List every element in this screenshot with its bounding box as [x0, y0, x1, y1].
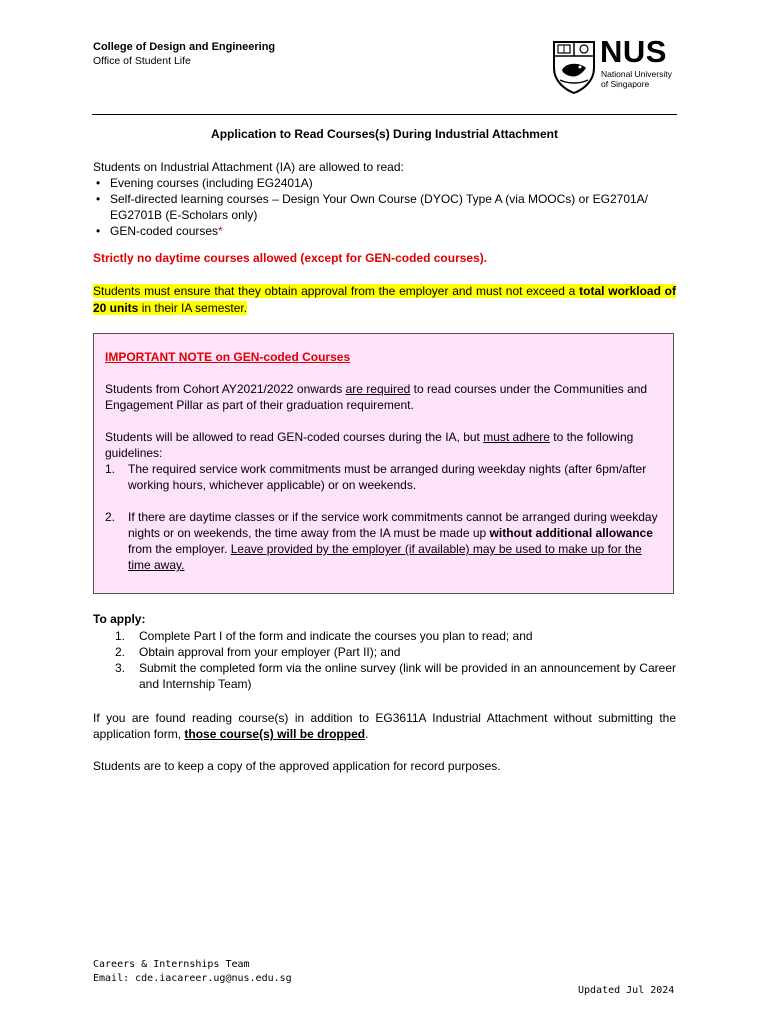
- nus-crest-icon: [552, 40, 596, 94]
- updated-date: Updated Jul 2024: [578, 985, 675, 996]
- apply-title: To apply:: [93, 612, 146, 626]
- header-divider: [92, 114, 677, 115]
- list-item: • Self-directed learning courses – Design Your Own Course (DYOC) Type A (via MOOCs) or EG2701A/ EG2701B (E-Scholars only): [96, 191, 676, 223]
- footer-team: Careers & Internships Team: [93, 959, 250, 970]
- list-item: 1. The required service work commitments must be arranged during weekday nights (after 6pm/after working hours, whichever applicable) or on weekends.: [105, 462, 647, 492]
- list-item: 2. If there are daytime classes or if the service work commitments cannot be arranged during weekday nights or on weekends, the time away from the IA must be made up without additional allowance from the employer. Leave provided by the employer (if available) may be used to make up for the time away.: [105, 510, 658, 572]
- office-name: Office of Student Life: [93, 55, 191, 67]
- important-note-box: [93, 333, 674, 594]
- allowed-courses-list: [96, 175, 676, 239]
- apply-steps-list: [115, 628, 676, 692]
- intro-text: Students on Industrial Attachment (IA) are allowed to read:: [93, 160, 404, 174]
- keep-copy-note: Students are to keep a copy of the approved application for record purposes.: [93, 759, 501, 773]
- note-paragraph-2: Students will be allowed to read GEN-coded courses during the IA, but must adhere to the following guidelines:: [105, 430, 634, 460]
- list-item: 2. Obtain approval from your employer (Part II); and: [115, 645, 401, 659]
- daytime-warning: Strictly no daytime courses allowed (except for GEN-coded courses).: [93, 251, 488, 265]
- drop-warning: If you are found reading course(s) in addition to EG3611A Industrial Attachment without submitting the application form, those course(s) will be dropped.: [93, 711, 676, 741]
- note-paragraph-1: Students from Cohort AY2021/2022 onwards are required to read courses under the Communities and Engagement Pillar as part of their graduation requirement.: [105, 382, 648, 412]
- asterisk: *: [218, 224, 223, 238]
- footer-email: Email: cde.iacareer.ug@nus.edu.sg: [93, 973, 292, 984]
- nus-logo: [552, 34, 677, 96]
- page-title: Application to Read Courses(s) During Industrial Attachment: [211, 127, 558, 141]
- list-item: 1. Complete Part I of the form and indicate the courses you plan to read; and: [115, 629, 533, 643]
- nus-logo-subtitle: National University of Singapore: [601, 69, 672, 89]
- note-title: IMPORTANT NOTE on GEN-coded Courses: [105, 350, 351, 364]
- list-item: • Evening courses (including EG2401A): [96, 175, 676, 191]
- list-item: • GEN-coded courses*: [96, 223, 676, 239]
- nus-logo-text: NUS: [600, 34, 667, 69]
- list-item: 3. Submit the completed form via the online survey (link will be provided in an announcement by Career and Internship Team): [115, 661, 676, 691]
- college-name: College of Design and Engineering: [93, 41, 276, 53]
- guidelines-list: [105, 461, 661, 573]
- workload-notice: Students must ensure that they obtain approval from the employer and must not exceed a total workload of 20 units in their IA semester.: [93, 284, 677, 315]
